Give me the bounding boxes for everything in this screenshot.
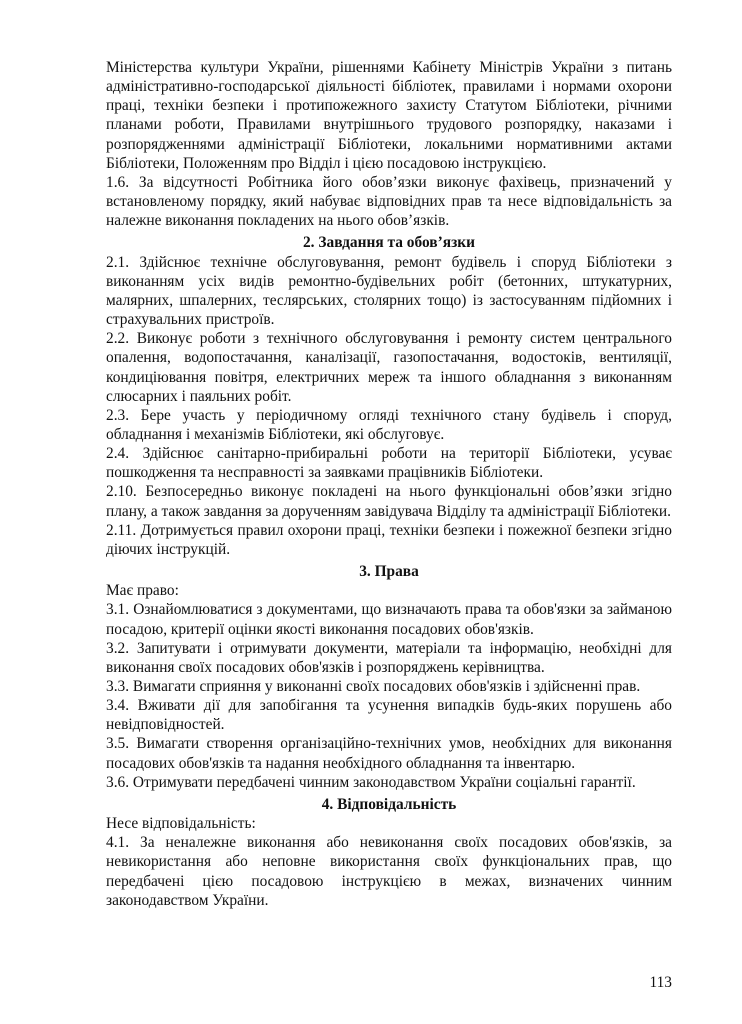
clause-4-1: 4.1. За неналежне виконання або невиконання своїх посадових обов'язків, за невикористання або неповне використання своїх функціональних прав, що передбачені цією посадовою інструкцією в межах, визначених чинним законодавством України. [106, 834, 672, 909]
clause-1-6: 1.6. За відсутності Робітника його обов’язки виконує фахівець, призначений у встановленому порядку, який набуває відповідних прав та несе відповідальність за належне виконання покладених на нього обов’язків. [106, 173, 672, 230]
clause-2-10: 2.10. Безпосередньо виконує покладені на нього функціональні обов’язки згідно плану, а також завдання за дорученням завідувача Відділу та адміністрації Бібліотеки. [106, 483, 672, 520]
clause-3-6: 3.6. Отримувати передбачені чинним законодавством України соціальні гарантії. [106, 773, 636, 791]
section-4-heading: 4. Відповідальність [321, 795, 457, 813]
intro-paragraph: Міністерства культури України, рішеннями Кабінету Міністрів України з питань адміністративно-господарської діяльності бібліотек, правилами і нормами охорони праці, техніки безпеки і протипожежного захисту Статутом Бібліотеки, річними планами роботи, Правилами внутрішнього трудового розпорядку, наказами і розпорядженнями адміністрації Бібліотеки, локальними нормативними актами Бібліотеки, Положенням про Відділ і цією посадовою інструкцією. [106, 59, 672, 172]
section-3-lead: Має право: [106, 582, 179, 600]
clause-2-1: 2.1. Здійснює технічне обслуговування, ремонт будівель і споруд Бібліотеки з виконанням усіх видів ремонтно-будівельних робіт (бетонних, штукатурних, малярних, шпалерних, теслярських, столярних тощо) із застосуванням підйомних і страхувальних пристроїв. [106, 253, 672, 329]
section-4-lead: Несе відповідальність: [106, 815, 256, 833]
document-page [106, 58, 672, 910]
section-3-heading: 3. Права [359, 563, 419, 581]
clause-2-4: 2.4. Здійснює санітарно-прибиральні роботи на території Бібліотеки, усуває пошкодження та несправності за заявками працівників Бібліотеки. [106, 445, 672, 482]
clause-2-11: 2.11. Дотримується правил охорони праці, техніки безпеки і пожежної безпеки згідно діючих інструкцій. [106, 521, 672, 558]
clause-2-2: 2.2. Виконує роботи з технічного обслуговування і ремонту систем центрального опалення, водопостачання, каналізації, газопостачання, водостоків, вентиляції, кондиціювання повітря, електричних мереж та іншого обладнання з виконанням слюсарних і паяльних робіт. [106, 330, 672, 405]
clause-3-3: 3.3. Вимагати сприяння у виконанні своїх посадових обов'язків і здійсненні прав. [106, 678, 641, 695]
clause-3-4: 3.4. Вживати дії для запобігання та усунення випадків будь-яких порушень або невідповідностей. [106, 697, 672, 734]
section-2-heading: 2. Завдання та обов’язки [302, 234, 475, 252]
clause-2-3: 2.3. Бере участь у періодичному огляді технічного стану будівель і споруд, обладнання і механізмів Бібліотеки, які обслуговує. [106, 406, 672, 443]
clause-3-1: 3.1. Ознайомлюватися з документами, що визначають права та обов'язки за займаною посадою, критерії оцінки якості виконання посадових обов'язків. [106, 601, 672, 638]
page-number: 113 [649, 974, 672, 991]
clause-3-5: 3.5. Вимагати створення організаційно-технічних умов, необхідних для виконання посадових обов'язків та надання необхідного обладнання та інвентарю. [106, 735, 672, 772]
clause-3-2: 3.2. Запитувати і отримувати документи, матеріали та інформацію, необхідні для виконання своїх посадових обов'язків і розпоряджень керівництва. [106, 639, 672, 676]
